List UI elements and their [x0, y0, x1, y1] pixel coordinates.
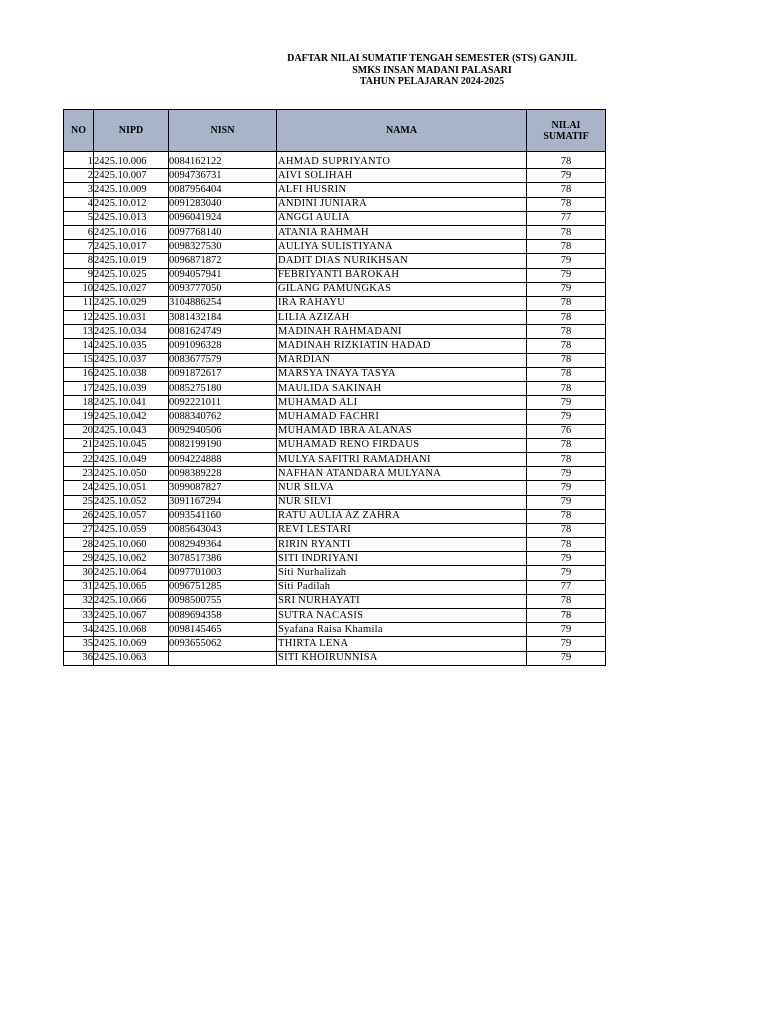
cell-no: 32	[64, 594, 94, 608]
cell-no: 34	[64, 623, 94, 637]
cell-nipd: 2425.10.031	[94, 311, 169, 325]
table-row	[64, 467, 606, 481]
cell-nama: SUTRA NACASIS	[277, 609, 527, 623]
cell-nama: ATANIA RAHMAH	[277, 225, 527, 239]
cell-nilai: 78	[527, 325, 606, 339]
cell-nisn	[169, 651, 277, 665]
table-row	[64, 452, 606, 466]
table-row	[64, 623, 606, 637]
cell-nipd: 2425.10.029	[94, 296, 169, 310]
cell-nisn: 3091167294	[169, 495, 277, 509]
cell-nisn: 3099087827	[169, 481, 277, 495]
cell-nama: FEBRIYANTI BAROKAH	[277, 268, 527, 282]
cell-nisn: 0093655062	[169, 637, 277, 651]
cell-nilai: 78	[527, 296, 606, 310]
cell-nisn: 0081624749	[169, 325, 277, 339]
cell-nisn: 0094736731	[169, 169, 277, 183]
table-row	[64, 396, 606, 410]
cell-no: 7	[64, 240, 94, 254]
cell-nilai: 79	[527, 495, 606, 509]
cell-nama: Syafana Raisa Khamila	[277, 623, 527, 637]
cell-nipd: 2425.10.069	[94, 637, 169, 651]
col-header-nilai	[527, 110, 606, 152]
cell-nisn: 0084162122	[169, 152, 277, 169]
cell-nipd: 2425.10.065	[94, 580, 169, 594]
cell-nipd: 2425.10.067	[94, 609, 169, 623]
cell-nilai: 78	[527, 538, 606, 552]
document-header	[264, 53, 600, 88]
cell-nipd: 2425.10.035	[94, 339, 169, 353]
cell-nipd: 2425.10.068	[94, 623, 169, 637]
cell-no: 21	[64, 438, 94, 452]
cell-nama: ANGGI AULIA	[277, 211, 527, 225]
cell-nipd: 2425.10.045	[94, 438, 169, 452]
col-header-nilai-line2: SUMATIF	[543, 130, 589, 142]
cell-nilai: 79	[527, 651, 606, 665]
cell-nipd: 2425.10.039	[94, 382, 169, 396]
cell-no: 3	[64, 183, 94, 197]
cell-nisn: 0098500755	[169, 594, 277, 608]
cell-nilai: 79	[527, 396, 606, 410]
cell-no: 22	[64, 452, 94, 466]
table-row	[64, 509, 606, 523]
cell-no: 15	[64, 353, 94, 367]
cell-nipd: 2425.10.066	[94, 594, 169, 608]
cell-no: 12	[64, 311, 94, 325]
cell-nipd: 2425.10.043	[94, 424, 169, 438]
cell-no: 2	[64, 169, 94, 183]
table-row	[64, 197, 606, 211]
cell-nisn: 0094224888	[169, 452, 277, 466]
cell-nisn: 3104886254	[169, 296, 277, 310]
cell-no: 36	[64, 651, 94, 665]
cell-no: 18	[64, 396, 94, 410]
cell-nama: AIVI SOLIHAH	[277, 169, 527, 183]
cell-nilai: 78	[527, 183, 606, 197]
cell-nisn: 0097768140	[169, 225, 277, 239]
cell-nama: GILANG PAMUNGKAS	[277, 282, 527, 296]
col-header-nisn: NISN	[169, 110, 277, 152]
cell-nama: MUHAMAD IBRA ALANAS	[277, 424, 527, 438]
cell-nilai: 79	[527, 410, 606, 424]
cell-nisn: 0088340762	[169, 410, 277, 424]
cell-nisn: 0096871872	[169, 254, 277, 268]
cell-nipd: 2425.10.034	[94, 325, 169, 339]
cell-nisn: 0083677579	[169, 353, 277, 367]
cell-nisn: 0096041924	[169, 211, 277, 225]
cell-nilai: 79	[527, 552, 606, 566]
cell-nilai: 78	[527, 438, 606, 452]
cell-nama: RIRIN RYANTI	[277, 538, 527, 552]
cell-nilai: 79	[527, 169, 606, 183]
cell-nisn: 3078517386	[169, 552, 277, 566]
cell-nilai: 78	[527, 225, 606, 239]
cell-nisn: 0091096328	[169, 339, 277, 353]
cell-nisn: 0091283040	[169, 197, 277, 211]
cell-nama: MULYA SAFITRI RAMADHANI	[277, 452, 527, 466]
table-row	[64, 580, 606, 594]
cell-nilai: 78	[527, 523, 606, 537]
cell-nama: MADINAH RAHMADANI	[277, 325, 527, 339]
cell-nama: MARSYA INAYA TASYA	[277, 367, 527, 381]
cell-nama: Siti Nurhalizah	[277, 566, 527, 580]
cell-nipd: 2425.10.060	[94, 538, 169, 552]
cell-nisn: 0093541160	[169, 509, 277, 523]
table-row	[64, 169, 606, 183]
cell-nilai: 79	[527, 282, 606, 296]
table-row	[64, 325, 606, 339]
grades-table	[63, 109, 606, 666]
cell-nama: ALFI HUSRIN	[277, 183, 527, 197]
table-row	[64, 495, 606, 509]
cell-nisn: 0085275180	[169, 382, 277, 396]
cell-nama: RATU AULIA AZ ZAHRA	[277, 509, 527, 523]
cell-nilai: 77	[527, 580, 606, 594]
cell-no: 24	[64, 481, 94, 495]
table-row	[64, 353, 606, 367]
cell-nama: NUR SILVI	[277, 495, 527, 509]
cell-nipd: 2425.10.017	[94, 240, 169, 254]
cell-nama: LILIA AZIZAH	[277, 311, 527, 325]
cell-nilai: 78	[527, 509, 606, 523]
cell-no: 9	[64, 268, 94, 282]
table-row	[64, 481, 606, 495]
table-row	[64, 538, 606, 552]
cell-no: 20	[64, 424, 94, 438]
cell-nilai: 78	[527, 594, 606, 608]
table-header-row	[64, 110, 606, 152]
cell-nama: MUHAMAD RENO FIRDAUS	[277, 438, 527, 452]
cell-nipd: 2425.10.059	[94, 523, 169, 537]
cell-nama: MUHAMAD ALI	[277, 396, 527, 410]
cell-nipd: 2425.10.019	[94, 254, 169, 268]
cell-nama: MUHAMAD FACHRI	[277, 410, 527, 424]
cell-nipd: 2425.10.052	[94, 495, 169, 509]
cell-nipd: 2425.10.051	[94, 481, 169, 495]
cell-nilai: 78	[527, 152, 606, 169]
cell-nilai: 78	[527, 240, 606, 254]
cell-nama: REVI LESTARI	[277, 523, 527, 537]
table-row	[64, 523, 606, 537]
cell-no: 30	[64, 566, 94, 580]
cell-nisn: 0098145465	[169, 623, 277, 637]
cell-nama: NUR SILVA	[277, 481, 527, 495]
cell-nisn: 0097701003	[169, 566, 277, 580]
cell-nipd: 2425.10.007	[94, 169, 169, 183]
cell-nilai: 79	[527, 623, 606, 637]
table-row	[64, 268, 606, 282]
header-year: TAHUN PELAJARAN 2024-2025	[359, 76, 505, 87]
cell-nipd: 2425.10.016	[94, 225, 169, 239]
cell-nilai: 78	[527, 353, 606, 367]
cell-no: 23	[64, 467, 94, 481]
cell-nama: MAULIDA SAKINAH	[277, 382, 527, 396]
col-header-nama: NAMA	[277, 110, 527, 152]
cell-nilai: 79	[527, 467, 606, 481]
cell-nipd: 2425.10.009	[94, 183, 169, 197]
cell-nilai: 78	[527, 197, 606, 211]
cell-no: 28	[64, 538, 94, 552]
cell-nisn: 0092221011	[169, 396, 277, 410]
cell-nama: ANDINI JUNIARA	[277, 197, 527, 211]
cell-nilai: 79	[527, 566, 606, 580]
cell-nama: IRA RAHAYU	[277, 296, 527, 310]
table-row	[64, 152, 606, 169]
cell-nipd: 2425.10.025	[94, 268, 169, 282]
table-row	[64, 311, 606, 325]
cell-nisn: 0098327530	[169, 240, 277, 254]
cell-nama: SITI KHOIRUNNISA	[277, 651, 527, 665]
cell-nipd: 2425.10.064	[94, 566, 169, 580]
col-header-no: NO	[64, 110, 94, 152]
col-header-nilai-line1: NILAI	[551, 119, 581, 131]
table-row	[64, 637, 606, 651]
cell-no: 33	[64, 609, 94, 623]
table-row	[64, 339, 606, 353]
cell-nilai: 78	[527, 382, 606, 396]
cell-no: 8	[64, 254, 94, 268]
cell-nipd: 2425.10.063	[94, 651, 169, 665]
cell-nilai: 76	[527, 424, 606, 438]
table-row	[64, 424, 606, 438]
table-row	[64, 282, 606, 296]
table-row	[64, 254, 606, 268]
cell-no: 35	[64, 637, 94, 651]
cell-nipd: 2425.10.037	[94, 353, 169, 367]
cell-no: 13	[64, 325, 94, 339]
table-body	[64, 152, 606, 666]
cell-nisn: 0085643043	[169, 523, 277, 537]
cell-no: 27	[64, 523, 94, 537]
cell-nipd: 2425.10.038	[94, 367, 169, 381]
cell-nama: MADINAH RIZKIATIN HADAD	[277, 339, 527, 353]
cell-no: 29	[64, 552, 94, 566]
cell-nama: AHMAD SUPRIYANTO	[277, 152, 527, 169]
cell-nisn: 0082949364	[169, 538, 277, 552]
cell-nipd: 2425.10.027	[94, 282, 169, 296]
cell-nama: SITI INDRIYANI	[277, 552, 527, 566]
cell-nilai: 79	[527, 637, 606, 651]
table-row	[64, 410, 606, 424]
cell-nilai: 78	[527, 609, 606, 623]
cell-no: 25	[64, 495, 94, 509]
cell-nilai: 79	[527, 268, 606, 282]
cell-nama: DADIT DIAS NURIKHSAN	[277, 254, 527, 268]
cell-no: 11	[64, 296, 94, 310]
cell-nilai: 77	[527, 211, 606, 225]
cell-nipd: 2425.10.050	[94, 467, 169, 481]
cell-nipd: 2425.10.062	[94, 552, 169, 566]
header-school: SMKS INSAN MADANI PALASARI	[352, 64, 512, 76]
cell-nilai: 78	[527, 339, 606, 353]
table-row	[64, 382, 606, 396]
table-row	[64, 225, 606, 239]
cell-nisn: 0087956404	[169, 183, 277, 197]
cell-nisn: 0094057941	[169, 268, 277, 282]
cell-nisn: 3081432184	[169, 311, 277, 325]
cell-no: 1	[64, 152, 94, 169]
table-row	[64, 651, 606, 665]
cell-nilai: 78	[527, 367, 606, 381]
cell-nama: THIRTA LENA	[277, 637, 527, 651]
cell-nilai: 79	[527, 481, 606, 495]
cell-nisn: 0082199190	[169, 438, 277, 452]
table-row	[64, 438, 606, 452]
cell-no: 17	[64, 382, 94, 396]
table-row	[64, 183, 606, 197]
cell-nama: Siti Padilah	[277, 580, 527, 594]
cell-nisn: 0098389228	[169, 467, 277, 481]
col-header-nipd: NIPD	[94, 110, 169, 152]
cell-nipd: 2425.10.006	[94, 152, 169, 169]
cell-no: 31	[64, 580, 94, 594]
cell-nipd: 2425.10.041	[94, 396, 169, 410]
cell-no: 5	[64, 211, 94, 225]
cell-nisn: 0091872617	[169, 367, 277, 381]
cell-nilai: 78	[527, 311, 606, 325]
cell-nipd: 2425.10.057	[94, 509, 169, 523]
cell-no: 10	[64, 282, 94, 296]
cell-no: 14	[64, 339, 94, 353]
cell-nipd: 2425.10.042	[94, 410, 169, 424]
cell-nipd: 2425.10.012	[94, 197, 169, 211]
cell-nipd: 2425.10.049	[94, 452, 169, 466]
cell-nama: MARDIAN	[277, 353, 527, 367]
table-row	[64, 552, 606, 566]
cell-no: 16	[64, 367, 94, 381]
header-title: DAFTAR NILAI SUMATIF TENGAH SEMESTER (STS) GANJIL	[287, 53, 577, 64]
table-row	[64, 566, 606, 580]
cell-nama: NAFHAN ATANDARA MULYANA	[277, 467, 527, 481]
cell-nilai: 78	[527, 452, 606, 466]
table-row	[64, 296, 606, 310]
cell-no: 4	[64, 197, 94, 211]
cell-nisn: 0093777050	[169, 282, 277, 296]
cell-nama: SRI NURHAYATI	[277, 594, 527, 608]
cell-nilai: 79	[527, 254, 606, 268]
cell-no: 19	[64, 410, 94, 424]
table-row	[64, 609, 606, 623]
table-row	[64, 240, 606, 254]
cell-nipd: 2425.10.013	[94, 211, 169, 225]
cell-no: 6	[64, 225, 94, 239]
cell-no: 26	[64, 509, 94, 523]
table-row	[64, 594, 606, 608]
cell-nisn: 0092940506	[169, 424, 277, 438]
cell-nisn: 0089694358	[169, 609, 277, 623]
table-row	[64, 211, 606, 225]
cell-nisn: 0096751285	[169, 580, 277, 594]
cell-nama: AULIYA SULISTIYANA	[277, 240, 527, 254]
table-row	[64, 367, 606, 381]
